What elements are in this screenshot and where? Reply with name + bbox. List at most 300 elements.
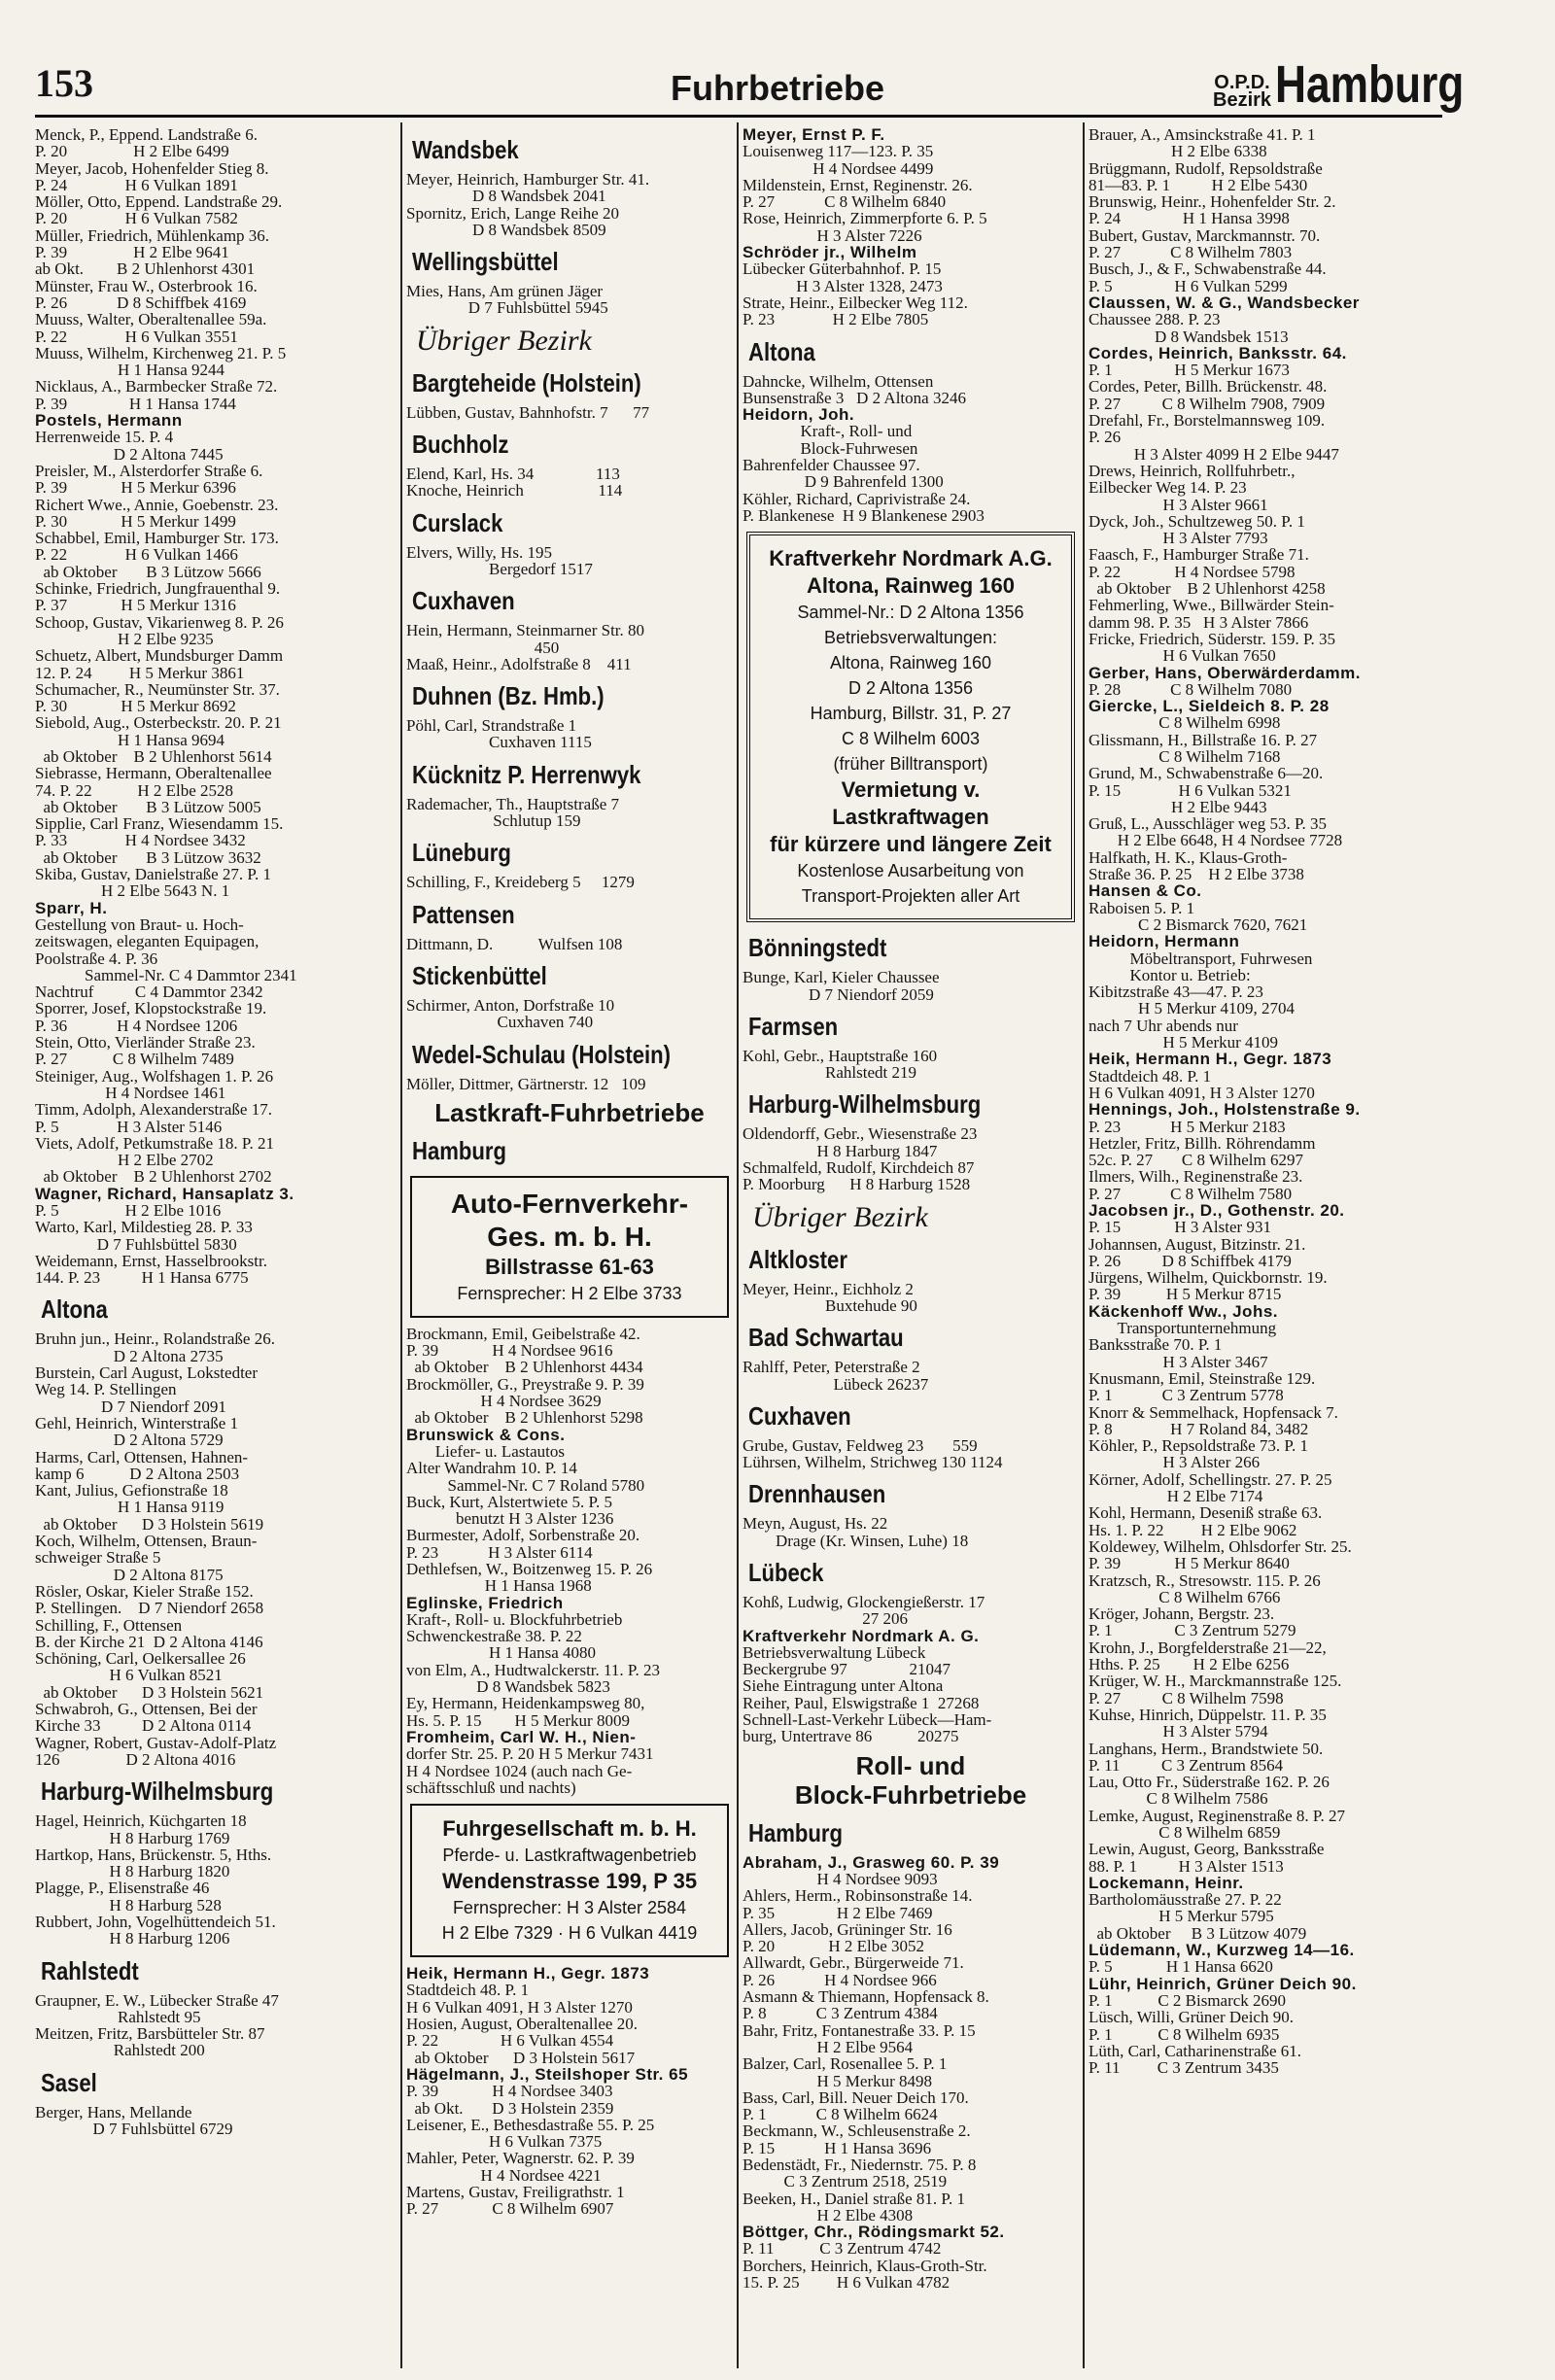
- directory-line: H 4 Nordsee 4499: [743, 158, 934, 178]
- directory-line: P. 23 H 2 Elbe 7805: [743, 310, 929, 329]
- directory-line: Bahr, Fritz, Fontanestraße 33. P. 15: [743, 2020, 976, 2040]
- section-heading: Cuxhaven: [412, 586, 515, 616]
- directory-line: Bruhn jun., Heinr., Rolandstraße 26.: [35, 1329, 275, 1349]
- directory-line: Drews, Heinrich, Rollfuhrbetr.,: [1088, 461, 1296, 480]
- directory-line: D 7 Niendorf 2091: [35, 1397, 226, 1416]
- directory-line: Martens, Gustav, Freiligrathstr. 1: [406, 2183, 625, 2201]
- directory-line: P. 11 C 3 Zentrum 4742: [743, 2239, 942, 2259]
- company-name: Böttger, Chr., Rödingsmarkt 52.: [743, 2223, 1005, 2242]
- company-name: Eglinske, Friedrich: [406, 1593, 564, 1612]
- directory-line: Schwabroh, G., Ottensen, Bei der: [35, 1700, 258, 1719]
- directory-line: Schilling, F., Kreideberg 5 1279: [406, 873, 635, 892]
- directory-line: Faasch, F., Hamburger Straße 71.: [1088, 545, 1309, 565]
- directory-line: P. 27 C 8 Wilhelm 7580: [1088, 1184, 1293, 1203]
- directory-line: H 2 Elbe 4308: [743, 2205, 914, 2225]
- directory-line: Bartholomäusstraße 27. P. 22: [1088, 1890, 1282, 1910]
- directory-line: P. Stellingen. D 7 Niendorf 2658: [35, 1599, 264, 1618]
- company-name: Brunswick & Cons.: [406, 1425, 566, 1444]
- directory-line: H 3 Alster 7793: [1088, 529, 1268, 548]
- directory-line: C 8 Wilhelm 6998: [1088, 713, 1281, 733]
- company-name: Heik, Hermann H., Gegr. 1873: [406, 1964, 650, 1983]
- section-heading: Drennhausen: [748, 1479, 886, 1509]
- section-heading: Rahlstedt: [41, 1955, 139, 1985]
- section-heading: Lübeck: [748, 1557, 824, 1587]
- directory-line: P. 27 C 8 Wilhelm 7803: [1088, 243, 1293, 262]
- directory-line: H 3 Alster 4099 H 2 Elbe 9447: [1088, 444, 1339, 464]
- directory-line: Bunsenstraße 3 D 2 Altona 3246: [743, 388, 966, 407]
- ad-title: Ges. m. b. H.: [487, 1221, 652, 1252]
- ad-title: Auto-Fernverkehr-: [450, 1188, 689, 1219]
- directory-line: Spornitz, Erich, Lange Reihe 20: [406, 203, 620, 223]
- directory-line: Dethlefsen, W., Boitzenweg 15. P. 26: [406, 1559, 653, 1578]
- directory-line: P. 27 C 8 Wilhelm 7489: [35, 1050, 234, 1069]
- directory-line: D 7 Fuhlsbüttel 5830: [35, 1234, 237, 1254]
- directory-line: Buck, Kurt, Alstertwiete 5. P. 5: [406, 1492, 613, 1511]
- company-name: Cordes, Heinrich, Banksstr. 64.: [1088, 343, 1347, 362]
- directory-line: Elend, Karl, Hs. 34 113: [406, 465, 620, 484]
- directory-line: Meyer, Heinrich, Hamburger Str. 41.: [406, 170, 650, 189]
- directory-line: P. 23 H 5 Merkur 2183: [1088, 1117, 1286, 1136]
- directory-line: Hths. P. 25 H 2 Elbe 6256: [1088, 1655, 1290, 1674]
- directory-line: Fehmerling, Wwe., Billwärder Stein-: [1088, 596, 1334, 615]
- directory-line: P. 20 H 2 Elbe 3052: [743, 1937, 924, 1956]
- directory-line: P. 1 C 8 Wilhelm 6935: [1088, 2024, 1280, 2044]
- directory-line: D 8 Wandsbek 2041: [406, 187, 606, 206]
- directory-line: Sammel-Nr. C 7 Roland 5780: [406, 1475, 645, 1495]
- directory-line: Beckmann, W., Schleusenstraße 2.: [743, 2121, 971, 2141]
- directory-line: Rose, Heinrich, Zimmerpforte 6. P. 5: [743, 209, 987, 228]
- directory-line: P. 11 C 3 Zentrum 3435: [1088, 2058, 1279, 2078]
- directory-line: ab Oktober B 3 Lützow 3632: [35, 847, 261, 867]
- section-heading-italic: Übriger Bezirk: [752, 1200, 928, 1233]
- directory-line: Cuxhaven 1115: [406, 733, 592, 752]
- directory-line: ab Oktober B 3 Lützow 4079: [1088, 1923, 1307, 1943]
- directory-line: Meyn, August, Hs. 22: [743, 1514, 888, 1534]
- directory-line: P. 20 H 6 Vulkan 7582: [35, 209, 238, 228]
- ad-text: C 8 Wilhelm 6003: [841, 729, 981, 749]
- directory-line: Lemke, August, Reginenstraße 8. P. 27: [1088, 1806, 1345, 1825]
- directory-line: 88. P. 1 H 3 Alster 1513: [1088, 1856, 1284, 1876]
- directory-line: Mahler, Peter, Wagnerstr. 62. P. 39: [406, 2149, 635, 2168]
- category-heading: Roll- und Block-Fuhrbetriebe: [794, 1750, 1027, 1810]
- company-name: Claussen, W. & G., Wandsbecker: [1088, 293, 1360, 312]
- section-heading: Farmsen: [748, 1011, 839, 1041]
- directory-line: Müller, Friedrich, Mühlenkamp 36.: [35, 225, 270, 245]
- directory-line: Schuetz, Albert, Mundsburger Damm: [35, 646, 284, 666]
- directory-line: Oldendorff, Gebr., Wiesenstraße 23: [743, 1124, 978, 1144]
- directory-line: Grund, M., Schwabenstraße 6—20.: [1088, 764, 1324, 783]
- directory-line: ab Okt. B 2 Uhlenhorst 4301: [35, 259, 256, 279]
- ad-fuhrgesellschaft: [410, 1804, 729, 1957]
- company-name: Hägelmann, J., Steilshoper Str. 65: [406, 2064, 689, 2084]
- directory-line: P. 27 C 8 Wilhelm 7598: [1088, 1688, 1284, 1707]
- ad-text: Pferde- u. Lastkraftwagenbetrieb: [442, 1845, 697, 1866]
- directory-line: P. 5 H 3 Alster 5146: [35, 1117, 223, 1136]
- ad-text: (früher Billtransport): [833, 754, 988, 775]
- opd-line: O.P.D.: [1214, 72, 1270, 93]
- directory-line: Straße 36. P. 25 H 2 Elbe 3738: [1088, 865, 1304, 884]
- directory-line: Stadtdeich 48. P. 1: [406, 1981, 530, 2000]
- directory-line: Brüggmann, Rudolf, Repsoldstraße: [1088, 158, 1323, 178]
- section-heading: Hamburg: [748, 1817, 844, 1847]
- directory-line: 52c. P. 27 C 8 Wilhelm 6297: [1088, 1151, 1303, 1170]
- directory-line: Kratzsch, R., Stresowstr. 115. P. 26: [1088, 1570, 1321, 1590]
- directory-line: H 1 Hansa 9244: [35, 361, 225, 380]
- directory-line: H 8 Harburg 1206: [35, 1929, 230, 1949]
- directory-line: P. 26 D 8 Schiffbek 4169: [35, 293, 247, 312]
- directory-line: Warto, Karl, Mildestieg 28. P. 33: [35, 1218, 253, 1237]
- bezirk-line: Bezirk: [1213, 89, 1272, 111]
- directory-line: 450: [406, 638, 560, 657]
- directory-line: H 8 Harburg 1847: [743, 1141, 938, 1160]
- directory-line: Jürgens, Wilhelm, Quickbornstr. 19.: [1088, 1268, 1328, 1288]
- directory-line: C 8 Wilhelm 6859: [1088, 1822, 1281, 1842]
- directory-line: Burstein, Carl August, Lokstedter: [35, 1363, 259, 1383]
- section-heading: Pattensen: [412, 899, 515, 929]
- directory-line: 81—83. P. 1 H 2 Elbe 5430: [1088, 175, 1308, 194]
- directory-line: Möbeltransport, Fuhrwesen: [1088, 949, 1313, 968]
- directory-line: Ey, Hermann, Heidenkampsweg 80,: [406, 1694, 645, 1713]
- directory-line: H 1 Hansa 4080: [406, 1643, 597, 1663]
- directory-line: P. 8 H 7 Roland 84, 3482: [1088, 1419, 1309, 1438]
- directory-line: C 3 Zentrum 2518, 2519: [743, 2172, 948, 2191]
- directory-line: Steiniger, Aug., Wolfshagen 1. P. 26: [35, 1066, 274, 1086]
- directory-line: Möller, Otto, Eppend. Landstraße 29.: [35, 192, 283, 212]
- directory-line: ab Oktober B 2 Uhlenhorst 5298: [406, 1408, 643, 1428]
- column-1: [35, 126, 397, 2368]
- directory-line: Menck, P., Eppend. Landstraße 6.: [35, 126, 258, 144]
- directory-line: P. 39 H 1 Hansa 1744: [35, 394, 236, 413]
- directory-line: Kontor u. Betrieb:: [1088, 965, 1251, 984]
- directory-line: Leisener, E., Bethesdastraße 55. P. 25: [406, 2115, 655, 2134]
- directory-line: H 1 Hansa 1968: [406, 1576, 592, 1596]
- directory-line: Lührsen, Wilhelm, Strichweg 130 1124: [743, 1453, 1003, 1472]
- section-heading: Wedel-Schulau (Holstein): [412, 1039, 672, 1069]
- directory-line: C 8 Wilhelm 7586: [1088, 1789, 1268, 1809]
- directory-line: H 3 Alster 5794: [1088, 1722, 1268, 1742]
- directory-line: Gruß, L., Ausschläger weg 53. P. 35: [1088, 814, 1328, 834]
- directory-line: Schmalfeld, Rudolf, Kirchdeich 87: [743, 1158, 975, 1178]
- directory-line: P. 22 H 6 Vulkan 3551: [35, 327, 238, 346]
- directory-line: H 4 Nordsee 4221: [406, 2165, 602, 2185]
- directory-line: H 5 Merkur 8498: [743, 2071, 933, 2090]
- directory-line: Brockmöller, G., Preystraße 9. P. 39: [406, 1374, 644, 1394]
- directory-line: ab Oktober B 3 Lützow 5666: [35, 562, 261, 581]
- directory-line: Plagge, P., Elisenstraße 46: [35, 1879, 210, 1898]
- directory-line: P. 1 H 5 Merkur 1673: [1088, 361, 1290, 380]
- company-name: Meyer, Ernst P. F.: [743, 126, 885, 144]
- ad-auto-fernverkehr: [410, 1176, 729, 1318]
- company-name: Fromheim, Carl W. H., Nien-: [406, 1727, 637, 1746]
- directory-line: H 2 Elbe 5643 N. 1: [35, 881, 230, 901]
- directory-line: Rahlstedt 95: [35, 2007, 201, 2026]
- section-heading: Bargteheide (Holstein): [412, 367, 641, 397]
- directory-line: P. 22 H 6 Vulkan 1466: [35, 545, 238, 565]
- directory-line: Drage (Kr. Winsen, Luhe) 18: [743, 1531, 969, 1550]
- ad-text: Hamburg, Billstr. 31, P. 27: [810, 704, 1012, 724]
- section-heading: Harburg-Wilhelmsburg: [748, 1089, 982, 1120]
- directory-line: C 8 Wilhelm 7168: [1088, 746, 1281, 766]
- directory-line: Siebold, Aug., Osterbeckstr. 20. P. 21: [35, 713, 282, 733]
- company-name: Gerber, Hans, Oberwärderdamm.: [1088, 663, 1361, 682]
- directory-line: Bedenstädt, Fr., Niedernstr. 75. P. 8: [743, 2156, 977, 2174]
- directory-line: Hs. 5. P. 15 H 5 Merkur 8009: [406, 1710, 630, 1730]
- directory-line: Siehe Eintragung unter Altona: [743, 1676, 944, 1696]
- directory-line: P. 39 H 4 Nordsee 9616: [406, 1341, 613, 1361]
- directory-line: Hagel, Heinrich, Küchgarten 18: [35, 1811, 247, 1831]
- directory-line: Hetzler, Fritz, Billh. Röhrendamm: [1088, 1133, 1316, 1153]
- ad-text: Transport-Projekten aller Art: [801, 886, 1020, 907]
- directory-line: Brauer, A., Amsinckstraße 41. P. 1: [1088, 126, 1316, 144]
- company-name: Hennings, Joh., Holstenstraße 9.: [1088, 1100, 1361, 1120]
- directory-line: Bahrenfelder Chaussee 97.: [743, 456, 920, 475]
- directory-line: Kröger, Johann, Bergstr. 23.: [1088, 1604, 1275, 1624]
- directory-line: P. 27 C 8 Wilhelm 6907: [406, 2199, 614, 2219]
- directory-line: Hartkop, Hans, Brückenstr. 5, Hths.: [35, 1845, 272, 1864]
- company-name: Heidorn, Joh.: [743, 405, 855, 425]
- directory-line: Timm, Adolph, Alexanderstraße 17.: [35, 1100, 272, 1120]
- directory-line: Siebrasse, Hermann, Oberaltenallee: [35, 764, 272, 783]
- directory-line: 126 D 2 Altona 4016: [35, 1749, 236, 1769]
- directory-line: Hs. 1. P. 22 H 2 Elbe 9062: [1088, 1520, 1297, 1539]
- directory-line: D 7 Niendorf 2059: [743, 984, 934, 1004]
- directory-line: H 3 Alster 9661: [1088, 495, 1268, 514]
- directory-line: Münster, Frau W., Osterbrook 16.: [35, 276, 258, 295]
- directory-line: D 8 Wandsbek 5823: [406, 1677, 610, 1697]
- directory-line: H 8 Harburg 528: [35, 1895, 222, 1914]
- directory-line: Rubbert, John, Vogelhüttendeich 51.: [35, 1912, 276, 1931]
- directory-line: Allwardt, Gebr., Bürgerweide 71.: [743, 1953, 964, 1973]
- directory-line: ab Oktober B 3 Lützow 5005: [35, 797, 261, 816]
- directory-line: H 3 Alster 266: [1088, 1453, 1261, 1472]
- directory-line: Transportunternehmung: [1088, 1319, 1277, 1338]
- directory-line: Schoop, Gustav, Vikarienweg 8. P. 26: [35, 612, 284, 632]
- directory-line: H 1 Hansa 9694: [35, 730, 225, 749]
- section-heading: Stickenbüttel: [412, 960, 547, 990]
- directory-line: Wagner, Robert, Gustav-Adolf-Platz: [35, 1733, 277, 1752]
- category-heading: Lastkraft-Fuhrbetriebe: [434, 1097, 705, 1127]
- section-heading: Wandsbek: [412, 135, 519, 164]
- section-heading: Wellingsbüttel: [412, 247, 559, 277]
- directory-line: Reiher, Paul, Elswigstraße 1 27268: [743, 1693, 980, 1712]
- directory-line: ab Oktober D 3 Holstein 5621: [35, 1682, 264, 1702]
- directory-line: P. 27 C 8 Wilhelm 7908, 7909: [1088, 394, 1326, 413]
- directory-line: Gehl, Heinrich, Winterstraße 1: [35, 1413, 239, 1432]
- directory-line: P. 1 C 8 Wilhelm 6624: [743, 2105, 938, 2124]
- directory-line: Möller, Dittmer, Gärtnerstr. 12 109: [406, 1074, 646, 1093]
- directory-line: ab Okt. D 3 Holstein 2359: [406, 2098, 614, 2118]
- directory-line: Knusmann, Emil, Steinstraße 129.: [1088, 1368, 1316, 1388]
- ad-text: D 2 Altona 1356: [847, 678, 974, 699]
- section-heading: Bad Schwartau: [748, 1323, 904, 1353]
- ad-text: Altona, Rainweg 160: [829, 653, 992, 673]
- ad-text: Kostenlose Ausarbeitung von: [797, 861, 1024, 881]
- section-heading: Cuxhaven: [748, 1400, 851, 1431]
- opd-district-label: [1213, 74, 1271, 109]
- directory-line: Schinke, Friedrich, Jungfrauenthal 9.: [35, 579, 281, 599]
- directory-line: Maaß, Heinr., Adolfstraße 8 411: [406, 654, 632, 673]
- directory-line: P. 22 H 6 Vulkan 4554: [406, 2031, 614, 2051]
- directory-line: D 8 Wandsbek 8509: [406, 220, 606, 239]
- directory-line: Kuhse, Hinrich, Düppelstr. 11. P. 35: [1088, 1705, 1327, 1724]
- directory-line: Dyck, Joh., Schultzeweg 50. P. 1: [1088, 511, 1305, 531]
- directory-line: Harms, Carl, Ottensen, Hahnen-: [35, 1447, 249, 1466]
- directory-line: Kohl, Gebr., Hauptstraße 160: [743, 1046, 938, 1065]
- directory-line: P. 22 H 4 Nordsee 5798: [1088, 562, 1296, 581]
- section-heading: Harburg-Wilhelmsburg: [41, 1776, 274, 1807]
- directory-line: D 7 Fuhlsbüttel 5945: [406, 298, 608, 318]
- directory-line: P. 1 C 2 Bismarck 2690: [1088, 1990, 1287, 2010]
- directory-line: Drefahl, Fr., Borstelmannsweg 109.: [1088, 411, 1326, 431]
- directory-line: P. 5 H 1 Hansa 6620: [1088, 1957, 1273, 1977]
- directory-line: dorfer Str. 25. P. 20 H 5 Merkur 7431: [406, 1744, 654, 1764]
- ad-address: Wendenstrasse 199, P 35: [441, 1869, 698, 1894]
- section-heading: Kücknitz P. Herrenwyk: [412, 759, 641, 789]
- directory-line: Glissmann, H., Billstraße 16. P. 27: [1088, 730, 1318, 749]
- directory-line: Kibitzstraße 43—47. P. 23: [1088, 983, 1263, 1002]
- directory-line: Fricke, Friedrich, Süderstr. 159. P. 35: [1088, 629, 1336, 648]
- directory-line: H 2 Elbe 6338: [1088, 142, 1267, 161]
- directory-line: D 2 Altona 5729: [35, 1431, 224, 1450]
- directory-line: P. 8 C 3 Zentrum 4384: [743, 2004, 938, 2023]
- company-name: Jacobsen jr., D., Gothenstr. 20.: [1088, 1201, 1345, 1220]
- directory-line: Preisler, M., Alsterdorfer Straße 6.: [35, 461, 263, 480]
- directory-line: Bass, Carl, Bill. Neuer Deich 170.: [743, 2087, 969, 2107]
- directory-line: Poolstraße 4. P. 36: [35, 949, 158, 968]
- ad-kraftverkehr-nordmark: [746, 532, 1075, 922]
- directory-line: H 2 Elbe 2702: [35, 1151, 214, 1170]
- directory-line: H 3 Alster 3467: [1088, 1352, 1268, 1371]
- directory-line: burg, Untertrave 86 20275: [743, 1727, 959, 1746]
- ad-text: für kürzere und längere Zeit: [770, 832, 1052, 857]
- page-title: Fuhrbetriebe: [670, 68, 885, 108]
- ad-text: Betriebsverwaltungen:: [823, 628, 998, 648]
- directory-line: H 3 Alster 1328, 2473: [743, 276, 943, 295]
- section-heading: Hamburg: [412, 1135, 507, 1165]
- directory-line: Kant, Julius, Gefionstraße 18: [35, 1481, 228, 1500]
- directory-line: H 6 Vulkan 8521: [35, 1666, 223, 1685]
- directory-line: ab Oktober B 2 Uhlenhorst 4434: [406, 1358, 643, 1377]
- directory-line: P. 28 C 8 Wilhelm 7080: [1088, 679, 1293, 699]
- directory-line: Rahlstedt 200: [35, 2041, 205, 2060]
- directory-line: Meyer, Heinr., Eichholz 2: [743, 1279, 914, 1298]
- page-header: [0, 0, 1555, 114]
- directory-line: Meitzen, Fritz, Barsbütteler Str. 87: [35, 2024, 265, 2044]
- company-name: Schröder jr., Wilhelm: [743, 243, 917, 262]
- directory-line: H 8 Harburg 1769: [35, 1828, 230, 1847]
- directory-line: H 4 Nordsee 3629: [406, 1392, 602, 1411]
- section-heading: Altona: [41, 1294, 108, 1325]
- directory-line: C 2 Bismarck 7620, 7621: [1088, 914, 1308, 934]
- column-2: [406, 126, 733, 2368]
- directory-line: Schlutup 159: [406, 811, 581, 831]
- directory-line: Halfkath, H. K., Klaus-Groth-: [1088, 847, 1288, 867]
- directory-line: Beckergrube 97 21047: [743, 1660, 951, 1679]
- directory-line: Schilling, F., Ottensen: [35, 1615, 183, 1635]
- directory-line: benutzt H 3 Alster 1236: [406, 1509, 614, 1529]
- directory-line: B. der Kirche 21 D 2 Altona 4146: [35, 1632, 263, 1651]
- directory-line: P. 27 C 8 Wilhelm 6840: [743, 192, 947, 212]
- directory-line: Balzer, Carl, Rosenallee 5. P. 1: [743, 2054, 948, 2074]
- directory-line: Beeken, H., Daniel straße 81. P. 1: [743, 2189, 965, 2208]
- directory-line: 27 206: [743, 1609, 908, 1629]
- directory-line: Sipplie, Carl Franz, Wiesendamm 15.: [35, 814, 284, 834]
- directory-line: P. 15 H 1 Hansa 3696: [743, 2138, 932, 2157]
- directory-line: ab Oktober B 2 Uhlenhorst 5614: [35, 746, 272, 766]
- directory-line: 74. P. 22 H 2 Elbe 2528: [35, 780, 233, 800]
- header-rule: [35, 115, 1442, 118]
- directory-line: Louisenweg 117—123. P. 35: [743, 142, 934, 161]
- directory-line: zeitswagen, eleganten Equipagen,: [35, 932, 259, 951]
- directory-line: Strate, Heinr., Eilbecker Weg 112.: [743, 293, 968, 312]
- directory-line: P. 24 H 6 Vulkan 1891: [35, 175, 238, 194]
- directory-line: 15. P. 25 H 6 Vulkan 4782: [743, 2273, 950, 2293]
- directory-line: Bubert, Gustav, Marckmannstr. 70.: [1088, 225, 1321, 245]
- company-name: Heik, Hermann H., Gegr. 1873: [1088, 1050, 1332, 1069]
- directory-line: Kohß, Ludwig, Glockengießerstr. 17: [743, 1592, 985, 1611]
- directory-line: kamp 6 D 2 Altona 2503: [35, 1464, 240, 1483]
- directory-line: Brockmann, Emil, Geibelstraße 42.: [406, 1324, 640, 1343]
- column-3: [743, 126, 1079, 2368]
- directory-line: Grube, Gustav, Feldweg 23 559: [743, 1435, 978, 1455]
- directory-line: Viets, Adolf, Petkumstraße 18. P. 21: [35, 1133, 274, 1153]
- directory-line: P. 39 H 4 Nordsee 3403: [406, 2082, 613, 2101]
- directory-line: nach 7 Uhr abends nur: [1088, 1016, 1238, 1035]
- directory-line: Sporrer, Josef, Klopstockstraße 19.: [35, 999, 267, 1018]
- company-name: Sparr, H.: [35, 898, 108, 917]
- directory-line: Cordes, Peter, Billh. Brückenstr. 48.: [1088, 377, 1328, 397]
- directory-line: Pöhl, Carl, Strandstraße 1: [406, 716, 577, 736]
- directory-line: schweiger Straße 5: [35, 1548, 161, 1568]
- directory-line: Burmester, Adolf, Sorbenstraße 20.: [406, 1526, 640, 1545]
- directory-line: P. 15 H 3 Alster 931: [1088, 1218, 1271, 1237]
- directory-line: 144. P. 23 H 1 Hansa 6775: [35, 1268, 249, 1288]
- directory-line: D 2 Altona 2735: [35, 1346, 224, 1365]
- directory-line: P. 1 C 3 Zentrum 5279: [1088, 1621, 1296, 1640]
- directory-line: H 2 Elbe 9564: [743, 2037, 914, 2056]
- ad-address: Billstrasse 61-63: [485, 1254, 654, 1279]
- directory-line: Block-Fuhrwesen: [743, 438, 918, 458]
- directory-line: H 3 Alster 7226: [743, 225, 922, 245]
- directory-line: Lübecker Güterbahnhof. P. 15: [743, 259, 942, 279]
- directory-line: Koch, Wilhelm, Ottensen, Braun-: [35, 1532, 258, 1551]
- directory-line: Liefer- u. Lastautos: [406, 1441, 565, 1461]
- directory-line: Graupner, E. W., Lübecker Straße 47: [35, 1990, 279, 2010]
- directory-line: Herrenweide 15. P. 4: [35, 428, 174, 447]
- directory-line: Schwenckestraße 38. P. 22: [406, 1627, 582, 1646]
- directory-line: H 4 Nordsee 1461: [35, 1083, 226, 1102]
- directory-line: Bunge, Karl, Kieler Chaussee: [743, 968, 940, 987]
- directory-line: H 2 Elbe 7174: [1088, 1487, 1263, 1506]
- directory-line: D 9 Bahrenfeld 1300: [743, 472, 944, 492]
- directory-line: Cuxhaven 740: [406, 1013, 594, 1032]
- directory-line: P. 36 H 4 Nordsee 1206: [35, 1016, 238, 1035]
- directory-line: Koldewey, Wilhelm, Ohlsdorfer Str. 25.: [1088, 1536, 1352, 1556]
- directory-line: ab Oktober D 3 Holstein 5617: [406, 2048, 636, 2067]
- directory-line: P. 11 C 3 Zentrum 8564: [1088, 1755, 1284, 1775]
- company-name: Käckenhoff Ww., Johs.: [1088, 1301, 1279, 1321]
- directory-line: Knorr & Semmelhack, Hopfensack 7.: [1088, 1402, 1338, 1422]
- directory-line: Krüger, W. H., Marckmannstraße 125.: [1088, 1672, 1342, 1691]
- section-heading: Bönningstedt: [748, 933, 887, 963]
- directory-line: H 2 Elbe 9235: [35, 629, 214, 648]
- directory-line: ab Oktober D 3 Holstein 5619: [35, 1514, 264, 1534]
- directory-line: H 6 Vulkan 7650: [1088, 646, 1276, 666]
- section-heading: Altkloster: [748, 1244, 847, 1274]
- directory-line: Kraft-, Roll- und: [743, 422, 913, 441]
- directory-line: Nachtruf C 4 Dammtor 2342: [35, 983, 263, 1002]
- directory-line: Elvers, Willy, Hs. 195: [406, 542, 552, 562]
